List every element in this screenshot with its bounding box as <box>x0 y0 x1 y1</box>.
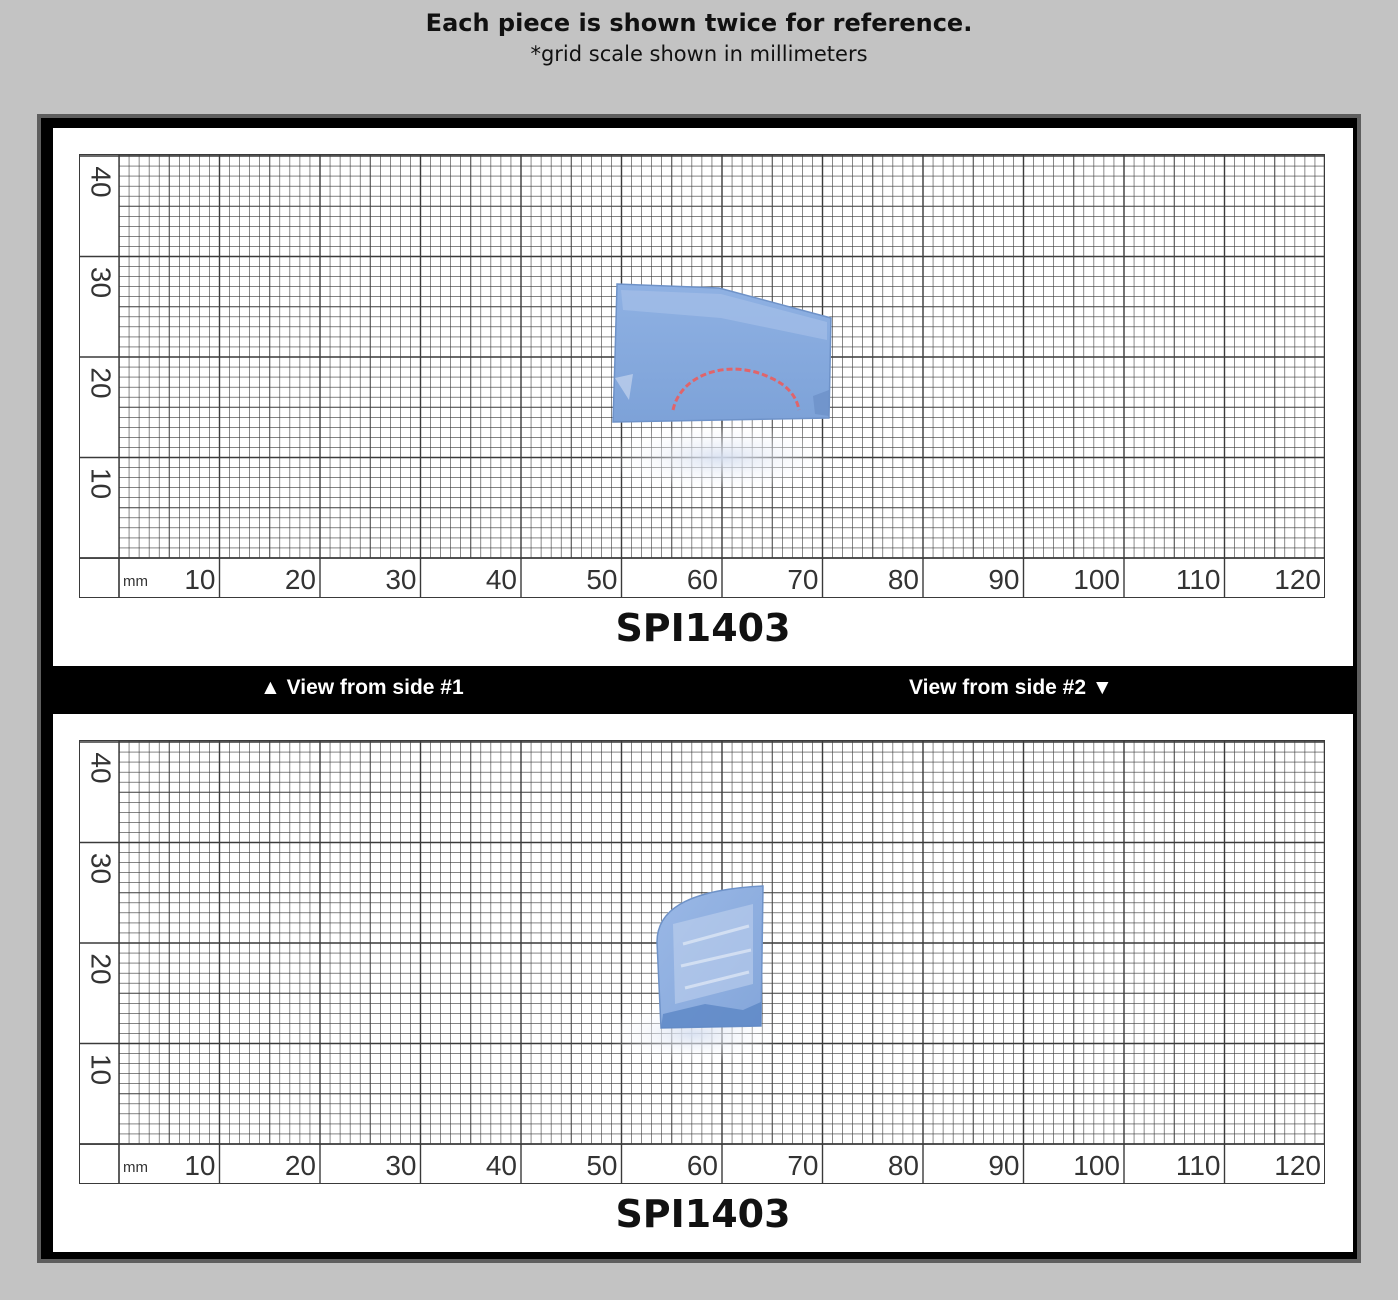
view-separator <box>41 666 1357 714</box>
unit-label: mm <box>123 1159 148 1176</box>
x-tick-label: 40 <box>485 564 517 595</box>
x-tick-label: 80 <box>887 564 919 595</box>
y-tick-label: 10 <box>85 467 117 500</box>
x-tick-label: 100 <box>1073 564 1120 595</box>
x-tick-label: 90 <box>988 564 1020 595</box>
x-tick-label: 110 <box>1175 1150 1221 1181</box>
x-tick-label: 10 <box>184 564 216 595</box>
page-subtitle: *grid scale shown in millimeters <box>530 42 868 66</box>
x-tick-label: 50 <box>586 1150 618 1181</box>
x-tick-label: 40 <box>485 1150 517 1181</box>
y-tick-label: 20 <box>85 367 117 399</box>
page-title: Each piece is shown twice for reference. <box>425 9 973 37</box>
y-tick-label: 10 <box>85 1053 117 1086</box>
x-tick-label: 90 <box>988 1150 1020 1181</box>
x-tick-label: 10 <box>184 1150 216 1181</box>
x-tick-label: 70 <box>787 1150 819 1181</box>
x-tick-label: 120 <box>1274 564 1321 595</box>
x-tick-label: 30 <box>385 1150 417 1181</box>
x-tick-label: 100 <box>1073 1150 1120 1181</box>
view-side-2-label: View from side #2 ▼ <box>909 676 1113 699</box>
y-tick-label: 40 <box>85 752 117 784</box>
y-tick-label: 40 <box>85 166 117 198</box>
x-tick-label: 20 <box>284 1150 316 1181</box>
y-tick-label: 30 <box>85 852 117 885</box>
x-tick-label: 120 <box>1274 1150 1321 1181</box>
specimen-id: SPI1403 <box>615 606 791 650</box>
x-tick-label: 20 <box>284 564 316 595</box>
view-side-1-label: ▲ View from side #1 <box>260 676 464 699</box>
x-tick-label: 70 <box>787 564 819 595</box>
panel-side-1 <box>53 128 1353 666</box>
panel-side-2 <box>53 714 1353 1252</box>
specimen-photo <box>601 278 861 488</box>
y-tick-label: 20 <box>85 953 117 985</box>
x-tick-label: 50 <box>586 564 618 595</box>
y-tick-label: 30 <box>85 266 117 299</box>
header <box>0 6 1398 68</box>
x-tick-label: 60 <box>686 564 718 595</box>
x-tick-label: 80 <box>887 1150 919 1181</box>
specimen-id: SPI1403 <box>615 1192 791 1236</box>
unit-label: mm <box>123 573 148 590</box>
x-tick-label: 110 <box>1175 564 1221 595</box>
photo-frame <box>37 114 1361 1263</box>
photo-frame-inner <box>41 118 1357 1259</box>
x-tick-label: 30 <box>385 564 417 595</box>
specimen-photo <box>613 864 803 1064</box>
x-tick-label: 60 <box>686 1150 718 1181</box>
